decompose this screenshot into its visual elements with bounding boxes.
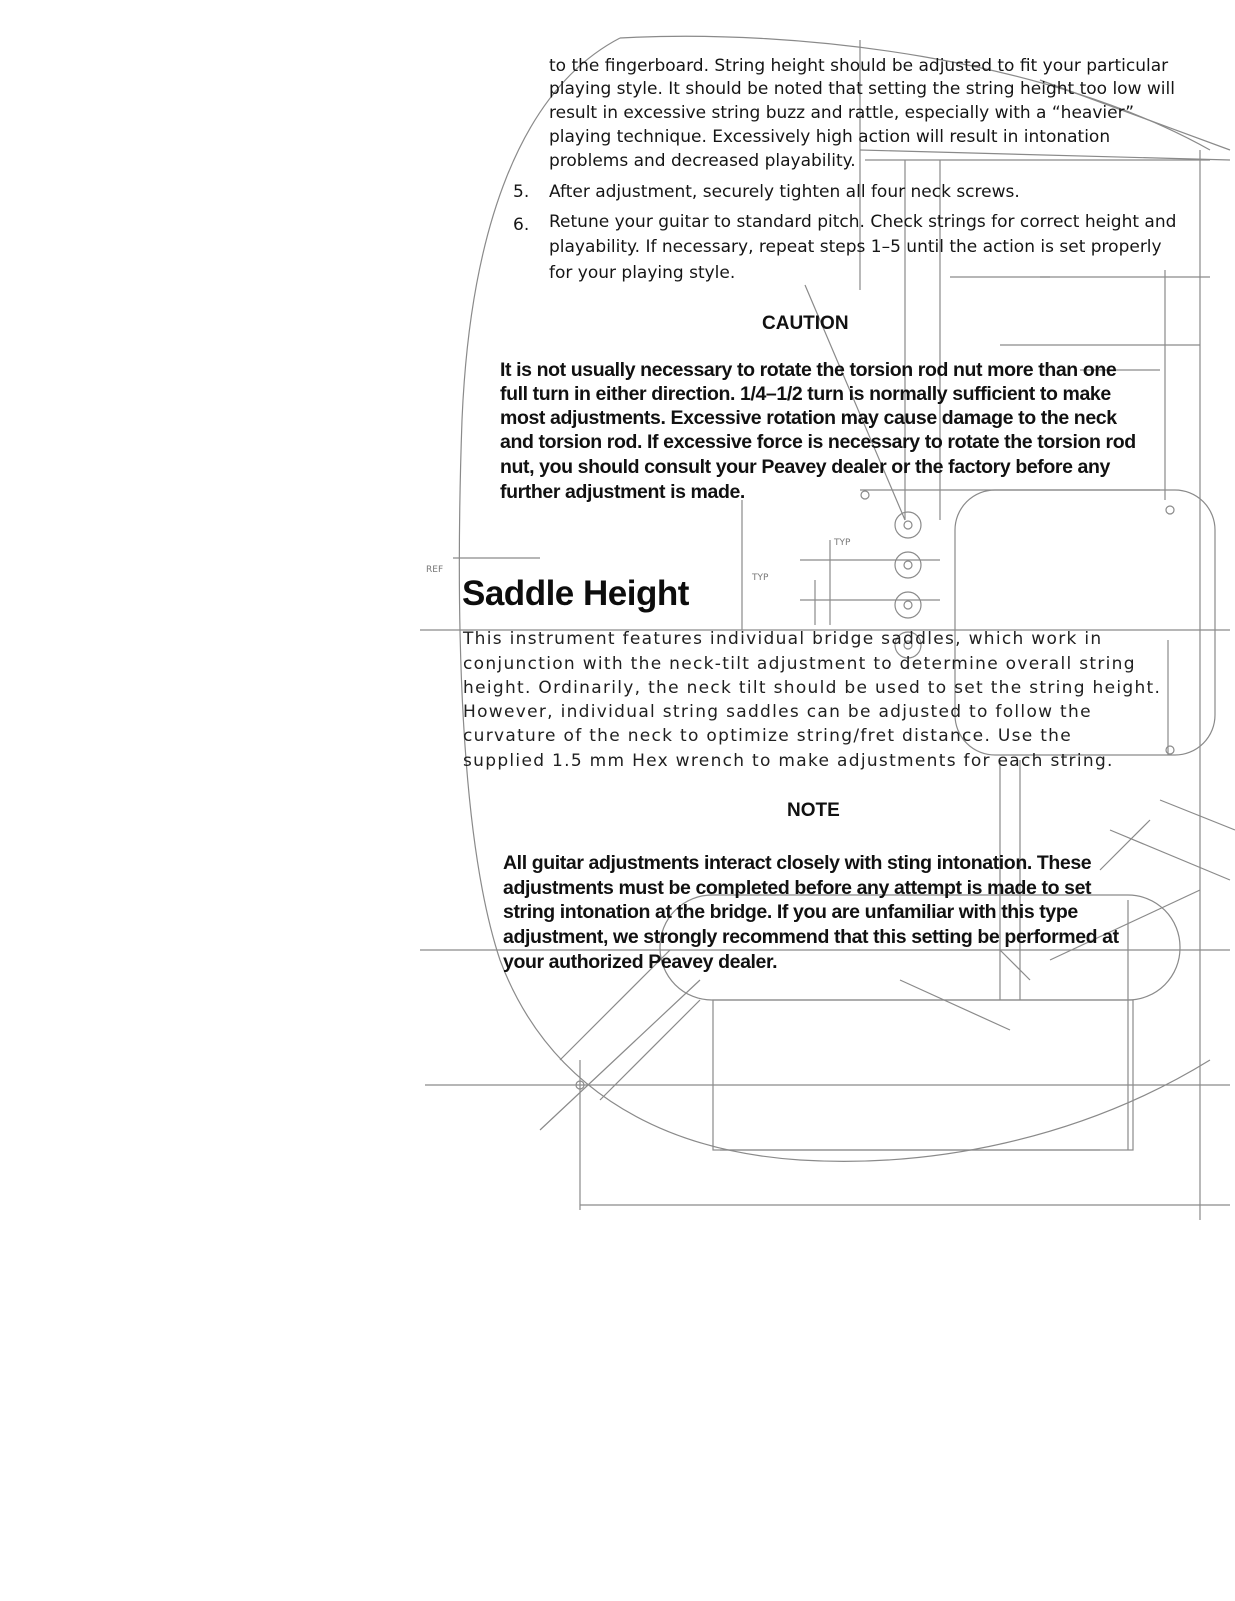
caution-line: It is not usually necessary to rotate the torsion rod nut more than one (500, 359, 1117, 381)
saddle-height-line: curvature of the neck to optimize string/fret distance. Use the (463, 726, 1073, 746)
caution-line: most adjustments. Excessive rotation may cause damage to the neck (500, 407, 1117, 429)
saddle-height-line: conjunction with the neck-tilt adjustment to determine overall string (463, 654, 1136, 674)
saddle-height-line: supplied 1.5 mm Hex wrench to make adjustments for each string. (463, 751, 1114, 771)
step-text: playability. If necessary, repeat steps 1–5 until the action is set properly (549, 237, 1162, 257)
section-title: Saddle Height (462, 574, 689, 613)
caution-line: nut, you should consult your Peavey dealer or the factory before any (500, 456, 1110, 478)
caution-line: and torsion rod. If excessive force is necessary to rotate the torsion rod (500, 431, 1136, 453)
saddle-height-line: This instrument features individual bridge saddles, which work in (463, 629, 1103, 649)
note-heading: NOTE (787, 800, 840, 821)
note-line: All guitar adjustments interact closely with sting intonation. These (503, 852, 1092, 874)
caution-heading: CAUTION (762, 313, 849, 334)
intro-line: problems and decreased playability. (549, 151, 856, 171)
note-line: your authorized Peavey dealer. (503, 951, 778, 973)
saddle-height-line: However, individual string saddles can be adjusted to follow the (463, 702, 1092, 722)
step-text: Retune your guitar to standard pitch. Check strings for correct height and (549, 212, 1177, 232)
saddle-height-line: height. Ordinarily, the neck tilt should be used to set the string height. (463, 678, 1162, 698)
note-line: string intonation at the bridge. If you are unfamiliar with this type (503, 901, 1078, 923)
intro-line: result in excessive string buzz and rattle, especially with a “heavier” (549, 103, 1135, 123)
note-line: adjustments must be completed before any attempt is made to set (503, 877, 1092, 899)
caution-line: full turn in either direction. 1/4–1/2 turn is normally sufficient to make (500, 383, 1111, 405)
caution-line: further adjustment is made. (500, 481, 745, 503)
drawing-ref-label: REF (426, 565, 444, 575)
intro-line: to the fingerboard. String height should be adjusted to fit your particular (549, 56, 1169, 76)
intro-line: playing style. It should be noted that setting the string height too low will (549, 79, 1175, 99)
step-number: 5. (513, 182, 530, 202)
step-number: 6. (513, 215, 530, 235)
step-text: After adjustment, securely tighten all four neck screws. (549, 182, 1020, 202)
step-text: for your playing style. (549, 263, 736, 283)
note-line: adjustment, we strongly recommend that this setting be performed at (503, 926, 1119, 948)
drawing-typ-label: TYP (752, 573, 769, 583)
drawing-typ-label: TYP (834, 538, 851, 548)
intro-line: playing technique. Excessively high action will result in intonation (549, 127, 1111, 147)
